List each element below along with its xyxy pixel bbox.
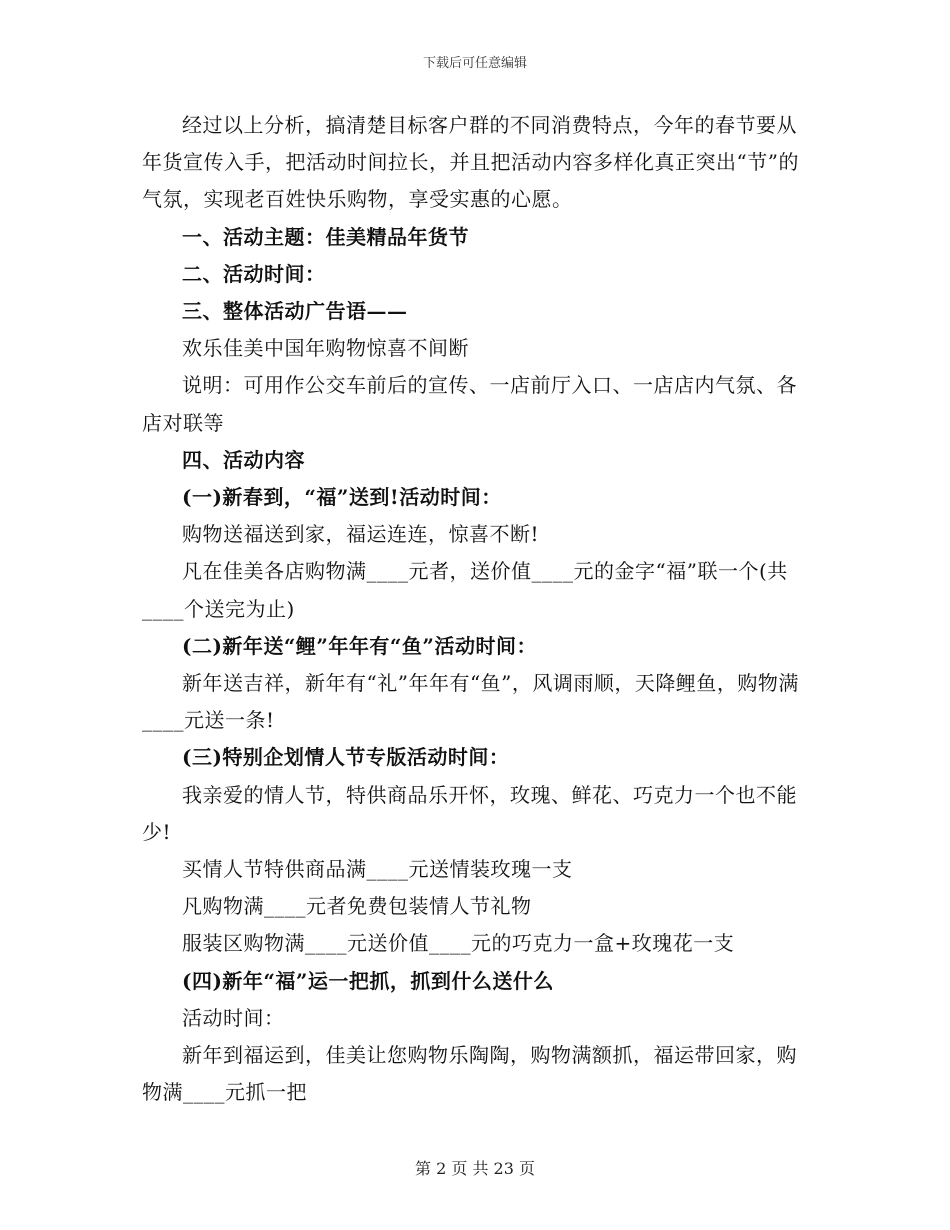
heading-time: 二、活动时间： (182, 261, 326, 286)
paragraph-2a: 新年送吉祥，新年有“礼”年年有“鱼”，风调雨顺，天降鲤鱼，购物满____元送一条! (142, 671, 799, 733)
paragraph-slogan: 欢乐佳美中国年购物惊喜不间断 (182, 336, 469, 361)
paragraph-3d: 服装区购物满____元送价值____元的巧克力一盒+玫瑰花一支 (182, 931, 735, 956)
heading-theme: 一、活动主题：佳美精品年货节 (182, 224, 469, 249)
heading-content: 四、活动内容 (182, 447, 305, 472)
paragraph-4b: 新年到福运到，佳美让您购物乐陶陶，购物满额抓，福运带回家，购物满____元抓一把 (142, 1043, 797, 1105)
paragraph-3b: 买情人节特供商品满____元送情装玫瑰一支 (182, 857, 573, 882)
subheading-3: (三)特别企划情人节专版活动时间： (182, 745, 510, 770)
page-footer: 第 2 页 共 23 页 (415, 1159, 535, 1178)
document-body (142, 107, 812, 1111)
paragraph-1a: 购物送福送到家，福运连连，惊喜不断! (182, 522, 540, 547)
subheading-1: (一)新春到，“福”送到!活动时间： (182, 485, 502, 510)
paragraph-3c: 凡购物满____元者免费包装情人节礼物 (182, 894, 532, 919)
paragraph-3a: 我亲爱的情人节，特供商品乐开怀，玫瑰、鲜花、巧克力一个也不能少! (142, 782, 797, 844)
paragraph-1b: 凡在佳美各店购物满____元者，送价值____元的金字“福”联一个(共____个送完为止) (142, 559, 788, 621)
subheading-2: (二)新年送“鲤”年年有“鱼”活动时间： (182, 633, 537, 658)
paragraph-intro: 经过以上分析，搞清楚目标客户群的不同消费特点，今年的春节要从年货宣传入手，把活动时间拉长，并且把活动内容多样化真正突出“节”的气氛，实现老百姓快乐购物，享受实惠的心愿。 (142, 113, 799, 212)
heading-slogan: 三、整体活动广告语—— (182, 299, 408, 324)
paragraph-slogan-note: 说明：可用作公交车前后的宣传、一店前厅入口、一店店内气氛、各店对联等 (142, 373, 797, 435)
subheading-4: (四)新年“福”运一把抓，抓到什么送什么 (182, 968, 554, 993)
page-header: 下载后可任意编辑 (422, 56, 527, 71)
paragraph-4a: 活动时间： (182, 1005, 285, 1030)
